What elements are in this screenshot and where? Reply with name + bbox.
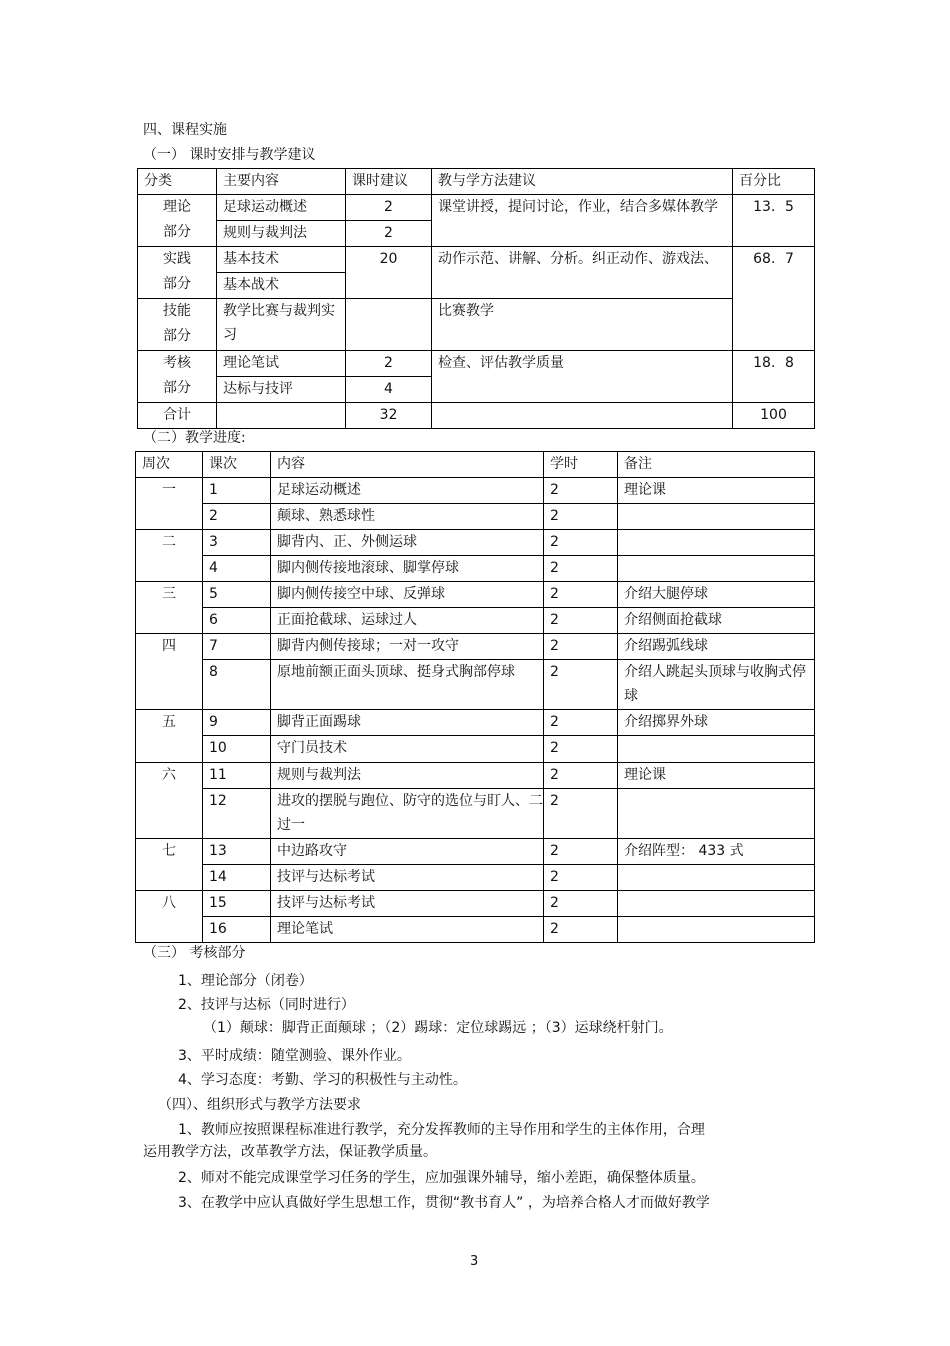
content-cell: 理论笔试 xyxy=(217,351,346,377)
note-cell xyxy=(618,556,815,582)
header-lesson: 课次 xyxy=(203,452,271,478)
lesson-cell: 6 xyxy=(203,608,271,634)
requirement-item: 3、在教学中应认真做好学生思想工作，贯彻“教书育人” ，为培养合格人才而做好教学 xyxy=(178,1195,710,1211)
week-cell: 一 xyxy=(136,478,203,530)
hours-cell: 4 xyxy=(346,377,432,403)
category-cell: 理论 部分 xyxy=(138,195,217,247)
content-cell: 理论笔试 xyxy=(271,917,544,943)
note-cell: 介绍人跳起头顶球与收胸式停球 xyxy=(618,660,815,710)
total-label: 合计 xyxy=(138,403,217,429)
hours-cell: 20 xyxy=(346,247,432,299)
content-cell: 规则与裁判法 xyxy=(271,763,544,789)
category-cell: 考核 部分 xyxy=(138,351,217,403)
table-row xyxy=(136,917,815,943)
content-cell: 进攻的摆脱与跑位、防守的选位与盯人、二过一 xyxy=(271,789,544,839)
lesson-cell: 11 xyxy=(203,763,271,789)
header-note: 备注 xyxy=(618,452,815,478)
method-cell xyxy=(432,403,733,429)
table-row xyxy=(136,736,815,763)
content-cell: 达标与技评 xyxy=(217,377,346,403)
percent-cell: 13．5 xyxy=(733,195,815,247)
content-cell: 颠球、熟悉球性 xyxy=(271,504,544,530)
hours-cell: 2 xyxy=(544,789,618,839)
subsection-title-schedule: （一） 课时安排与教学建议 xyxy=(143,147,316,163)
hours-cell: 2 xyxy=(544,478,618,504)
header-content: 内容 xyxy=(271,452,544,478)
lesson-cell: 3 xyxy=(203,530,271,556)
header-category: 分类 xyxy=(138,169,217,195)
total-percent: 100 xyxy=(733,403,815,429)
subsection-title-assessment: （三） 考核部分 xyxy=(143,945,246,961)
lesson-cell: 9 xyxy=(203,710,271,736)
content-cell: 技评与达标考试 xyxy=(271,891,544,917)
hours-cell: 2 xyxy=(544,865,618,891)
content-cell: 脚背内侧传接球；一对一攻守 xyxy=(271,634,544,660)
content-cell: 技评与达标考试 xyxy=(271,865,544,891)
table-row xyxy=(136,478,815,504)
content-cell: 基本战术 xyxy=(217,273,346,299)
hours-cell: 2 xyxy=(544,582,618,608)
hours-cell: 2 xyxy=(544,917,618,943)
header-content: 主要内容 xyxy=(217,169,346,195)
week-cell: 四 xyxy=(136,634,203,710)
hours-cell: 2 xyxy=(544,530,618,556)
hours-cell: 2 xyxy=(544,504,618,530)
content-cell: 足球运动概述 xyxy=(217,195,346,221)
total-hours: 32 xyxy=(346,403,432,429)
hours-cell: 2 xyxy=(544,839,618,865)
assessment-subitem: （1）颠球：脚背正面颠球 ；（2）踢球：定位球踢远 ；（3）运球绕杆射门。 xyxy=(203,1020,673,1036)
header-hours: 学时 xyxy=(544,452,618,478)
lesson-cell: 2 xyxy=(203,504,271,530)
note-cell: 介绍侧面抢截球 xyxy=(618,608,815,634)
category-cell: 技能 部分 xyxy=(138,299,217,351)
table-row xyxy=(136,582,815,608)
page-number: 3 xyxy=(470,1254,479,1269)
week-cell: 五 xyxy=(136,710,203,763)
table-row xyxy=(136,504,815,530)
note-cell xyxy=(618,865,815,891)
content-cell: 基本技术 xyxy=(217,247,346,273)
content-cell: 守门员技术 xyxy=(271,736,544,763)
hours-table xyxy=(137,168,815,429)
category-cell: 实践 部分 xyxy=(138,247,217,299)
method-cell: 比赛教学 xyxy=(432,299,733,351)
method-cell: 课堂讲授，提问讨论，作业，结合多媒体教学 xyxy=(432,195,733,247)
table-row xyxy=(136,634,815,660)
assessment-item: 1、理论部分（闭卷） xyxy=(178,973,313,989)
hours-cell xyxy=(346,299,432,351)
content-cell xyxy=(217,403,346,429)
table-row xyxy=(136,891,815,917)
content-cell: 脚内侧传接空中球、反弹球 xyxy=(271,582,544,608)
method-cell: 检查、评估教学质量 xyxy=(432,351,733,403)
content-cell: 原地前额正面头顶球、挺身式胸部停球 xyxy=(271,660,544,710)
assessment-item: 4、学习态度：考勤、学习的积极性与主动性。 xyxy=(178,1072,467,1088)
header-hours: 课时建议 xyxy=(346,169,432,195)
note-cell: 介绍阵型： 433 式 xyxy=(618,839,815,865)
lesson-cell: 12 xyxy=(203,789,271,839)
note-cell: 介绍大腿停球 xyxy=(618,582,815,608)
percent-cell: 68．7 xyxy=(733,247,815,351)
hours-cell: 2 xyxy=(346,221,432,247)
lesson-cell: 8 xyxy=(203,660,271,710)
assessment-item: 2、技评与达标（同时进行） xyxy=(178,997,355,1013)
table-row xyxy=(136,763,815,789)
note-cell xyxy=(618,530,815,556)
note-cell: 介绍掷界外球 xyxy=(618,710,815,736)
content-cell: 脚背正面踢球 xyxy=(271,710,544,736)
week-cell: 二 xyxy=(136,530,203,582)
content-cell: 规则与裁判法 xyxy=(217,221,346,247)
method-cell: 动作示范、讲解、分析。纠正动作、游戏法、 xyxy=(432,247,733,299)
requirement-item: 1、教师应按照课程标准进行教学，充分发挥教师的主导作用和学生的主体作用，合理 xyxy=(178,1122,705,1138)
hours-cell: 2 xyxy=(544,634,618,660)
requirement-item-continued: 运用教学方法，改革教学方法，保证教学质量。 xyxy=(143,1144,437,1160)
hours-cell: 2 xyxy=(544,660,618,710)
table-row xyxy=(136,710,815,736)
content-cell: 足球运动概述 xyxy=(271,478,544,504)
section-title: 四、课程实施 xyxy=(143,122,227,138)
note-cell: 理论课 xyxy=(618,763,815,789)
content-cell: 脚内侧传接地滚球、脚掌停球 xyxy=(271,556,544,582)
week-cell: 六 xyxy=(136,763,203,839)
hours-cell: 2 xyxy=(544,763,618,789)
note-cell xyxy=(618,504,815,530)
lesson-cell: 15 xyxy=(203,891,271,917)
lesson-cell: 4 xyxy=(203,556,271,582)
table-row xyxy=(136,789,815,839)
lesson-cell: 14 xyxy=(203,865,271,891)
lesson-cell: 16 xyxy=(203,917,271,943)
table-row xyxy=(136,865,815,891)
header-week: 周次 xyxy=(136,452,203,478)
lesson-cell: 7 xyxy=(203,634,271,660)
note-cell: 理论课 xyxy=(618,478,815,504)
hours-cell: 2 xyxy=(346,351,432,377)
header-method: 教与学方法建议 xyxy=(432,169,733,195)
lesson-cell: 13 xyxy=(203,839,271,865)
content-cell: 教学比赛与裁判实习 xyxy=(217,299,346,351)
assessment-item: 3、平时成绩：随堂测验、课外作业。 xyxy=(178,1048,411,1064)
table-row xyxy=(136,660,815,710)
header-percent: 百分比 xyxy=(733,169,815,195)
content-cell: 中边路攻守 xyxy=(271,839,544,865)
percent-cell: 18．8 xyxy=(733,351,815,403)
lesson-cell: 5 xyxy=(203,582,271,608)
week-cell: 八 xyxy=(136,891,203,943)
week-cell: 七 xyxy=(136,839,203,891)
hours-cell: 2 xyxy=(544,736,618,763)
hours-cell: 2 xyxy=(346,195,432,221)
requirement-item: 2、师对不能完成课堂学习任务的学生，应加强课外辅导，缩小差距，确保整体质量。 xyxy=(178,1170,705,1186)
table-row xyxy=(136,530,815,556)
hours-cell: 2 xyxy=(544,556,618,582)
content-cell: 脚背内、正、外侧运球 xyxy=(271,530,544,556)
note-cell: 介绍踢弧线球 xyxy=(618,634,815,660)
note-cell xyxy=(618,736,815,763)
note-cell xyxy=(618,891,815,917)
hours-cell: 2 xyxy=(544,891,618,917)
progress-table xyxy=(135,451,815,943)
subsection-title-requirements: （四）、组织形式与教学方法要求 xyxy=(158,1097,361,1113)
hours-cell: 2 xyxy=(544,710,618,736)
lesson-cell: 1 xyxy=(203,478,271,504)
content-cell: 正面抢截球、运球过人 xyxy=(271,608,544,634)
note-cell xyxy=(618,789,815,839)
week-cell: 三 xyxy=(136,582,203,634)
lesson-cell: 10 xyxy=(203,736,271,763)
table-row xyxy=(136,556,815,582)
table-row xyxy=(136,608,815,634)
table-row xyxy=(136,839,815,865)
hours-cell: 2 xyxy=(544,608,618,634)
note-cell xyxy=(618,917,815,943)
subsection-title-progress: （二）教学进度: xyxy=(143,430,246,446)
